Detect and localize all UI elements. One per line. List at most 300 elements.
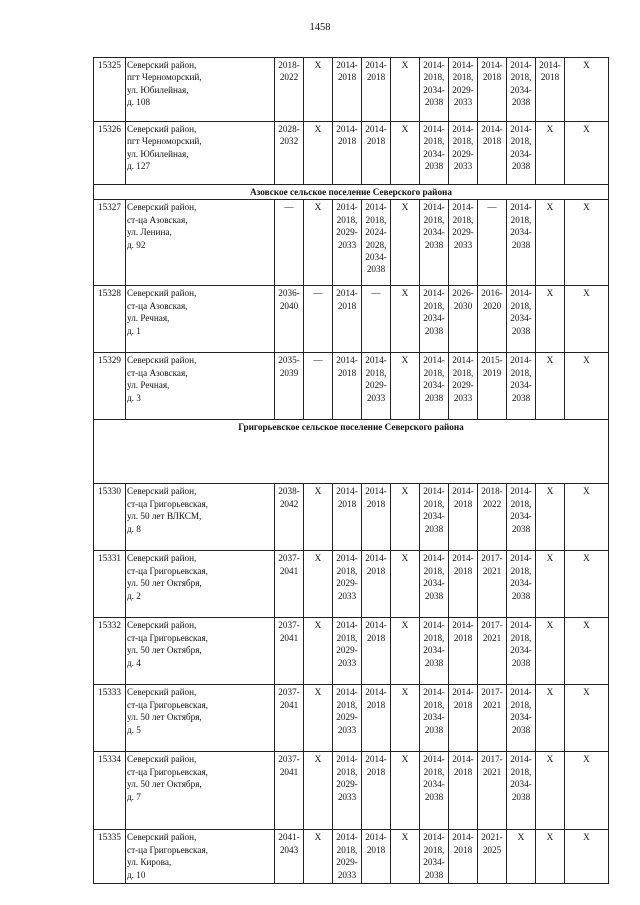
cell-line: 2015- xyxy=(481,355,503,366)
cell-line: 2017- xyxy=(481,553,503,564)
cell-line: X xyxy=(401,687,409,698)
period-cell xyxy=(362,484,391,551)
address-cell xyxy=(126,353,275,420)
period-cell xyxy=(275,685,304,752)
cell-line: X xyxy=(314,486,322,497)
cell-line: 2016- xyxy=(481,288,503,299)
cell-line: д. 92 xyxy=(127,239,146,250)
address-cell xyxy=(126,830,275,884)
cell-line: 2042 xyxy=(279,498,299,509)
cell-line: 2033 xyxy=(337,791,357,802)
cell-line: 2034- xyxy=(510,712,532,723)
cell-line: 2014- xyxy=(452,60,474,70)
period-cell xyxy=(420,122,449,185)
cell-line: 2014- xyxy=(423,553,445,564)
cell-line: 2018 xyxy=(366,844,386,855)
section-title: Азовское сельское поселение Северского района xyxy=(94,185,609,200)
period-cell xyxy=(565,551,609,618)
period-cell xyxy=(391,286,420,353)
cell-line: 2014- xyxy=(423,60,445,70)
cell-line: 2018, xyxy=(510,565,532,576)
cell-line: 2018 xyxy=(482,72,502,83)
cell-line: X xyxy=(546,288,554,299)
row-number: 15327 xyxy=(94,200,126,286)
period-cell xyxy=(507,286,536,353)
section-title: Григорьевское сельское поселение Северского района xyxy=(94,420,609,484)
cell-line: X xyxy=(583,60,590,70)
cell-line: 2014- xyxy=(452,355,474,366)
section-header-row xyxy=(94,420,609,484)
period-cell xyxy=(304,618,333,685)
cell-line: 2014- xyxy=(336,288,358,299)
table-row xyxy=(94,200,609,286)
cell-line: 2033 xyxy=(337,239,357,250)
cell-line: д. 3 xyxy=(127,392,141,403)
cell-line: 2014- xyxy=(510,124,532,134)
table-row xyxy=(94,353,609,420)
cell-line: 2014- xyxy=(365,832,387,843)
cell-line: 2014- xyxy=(336,687,358,698)
cell-line: 2034- xyxy=(365,252,387,263)
table-row xyxy=(94,58,609,122)
cell-line: X xyxy=(583,288,590,299)
cell-line: 2038 xyxy=(511,97,531,108)
cell-line: д. 8 xyxy=(127,523,141,534)
period-cell xyxy=(391,685,420,752)
cell-line: 2018, xyxy=(510,766,532,777)
cell-line: Северский район, xyxy=(127,687,197,698)
cell-line: 2041 xyxy=(279,699,299,710)
cell-line: 2018, xyxy=(423,844,445,855)
cell-line: пгт Черноморский, xyxy=(127,72,202,83)
period-cell xyxy=(275,484,304,551)
period-cell xyxy=(536,122,565,185)
period-cell xyxy=(565,122,609,185)
cell-line: 2014- xyxy=(423,754,445,765)
cell-line: 2033 xyxy=(337,724,357,735)
period-cell xyxy=(275,752,304,830)
period-cell xyxy=(275,551,304,618)
cell-line: 2029- xyxy=(336,712,358,723)
cell-line: 2029- xyxy=(452,148,474,159)
cell-line: X xyxy=(401,355,409,366)
cell-line: 2033 xyxy=(453,161,473,172)
cell-line: 2014- xyxy=(452,832,474,843)
period-cell xyxy=(507,830,536,884)
cell-line: X xyxy=(401,60,409,70)
cell-line: ст-ца Азовская, xyxy=(127,300,188,311)
cell-line: 2029- xyxy=(336,227,358,238)
cell-line: 2036- xyxy=(278,288,300,299)
cell-line: 2014- xyxy=(423,687,445,698)
cell-line: X xyxy=(314,832,322,843)
period-cell xyxy=(507,122,536,185)
cell-line: д. 2 xyxy=(127,590,141,601)
cell-line: 2038 xyxy=(424,590,444,601)
cell-line: X xyxy=(401,288,409,299)
cell-line: X xyxy=(583,486,590,497)
period-cell xyxy=(362,353,391,420)
cell-line: 2029- xyxy=(336,857,358,868)
cell-line: 2014- xyxy=(452,202,474,213)
cell-line: 2014- xyxy=(452,687,474,698)
period-cell xyxy=(362,551,391,618)
cell-line: X xyxy=(546,687,554,698)
cell-line: X xyxy=(314,754,322,765)
cell-line: 2018, xyxy=(336,766,358,777)
cell-line: пгт Черноморский, xyxy=(127,136,202,147)
cell-line: X xyxy=(583,124,590,134)
period-cell xyxy=(536,58,565,122)
period-cell xyxy=(507,484,536,551)
cell-line: — xyxy=(487,202,497,213)
cell-line: ул. Речная, xyxy=(127,313,170,324)
cell-line: 2033 xyxy=(366,392,386,403)
cell-line: 2014- xyxy=(510,355,532,366)
cell-line: 2018, xyxy=(423,214,445,225)
cell-line: X xyxy=(583,553,590,564)
cell-line: 2014- xyxy=(365,486,387,497)
cell-line: 2017- xyxy=(481,620,503,631)
cell-line: 2034- xyxy=(510,380,532,391)
period-cell xyxy=(478,752,507,830)
cell-line: 2037- xyxy=(278,754,300,765)
cell-line: д. 108 xyxy=(127,97,151,108)
cell-line: 2014- xyxy=(452,486,474,497)
cell-line: 2033 xyxy=(337,869,357,880)
cell-line: 2018 xyxy=(366,699,386,710)
cell-line: 2018, xyxy=(510,632,532,643)
cell-line: 2034- xyxy=(510,227,532,238)
cell-line: ст-ца Азовская, xyxy=(127,214,188,225)
period-cell xyxy=(304,830,333,884)
address-cell xyxy=(126,551,275,618)
cell-line: 2014- xyxy=(336,553,358,564)
cell-line: 2018, xyxy=(423,632,445,643)
period-cell xyxy=(304,551,333,618)
cell-line: Северский район, xyxy=(127,202,197,213)
cell-line: 2038 xyxy=(424,161,444,172)
period-cell xyxy=(507,551,536,618)
cell-line: 2039 xyxy=(279,367,299,378)
cell-line: 2041 xyxy=(279,632,299,643)
cell-line: 2014- xyxy=(336,202,358,213)
cell-line: X xyxy=(314,124,322,134)
cell-line: 2018, xyxy=(423,367,445,378)
cell-line: X xyxy=(546,202,554,213)
cell-line: ул. Ленина, xyxy=(127,227,172,238)
cell-line: 2018, xyxy=(365,214,387,225)
cell-line: X xyxy=(517,832,525,843)
cell-line: 2018, xyxy=(510,498,532,509)
cell-line: 2034- xyxy=(510,645,532,656)
period-cell xyxy=(565,200,609,286)
period-cell xyxy=(333,752,362,830)
table-row xyxy=(94,551,609,618)
period-cell xyxy=(565,286,609,353)
cell-line: 2014- xyxy=(452,620,474,631)
cell-line: 2014- xyxy=(336,754,358,765)
cell-line: 2018 xyxy=(337,72,357,83)
period-cell xyxy=(507,200,536,286)
period-cell xyxy=(449,200,478,286)
period-cell xyxy=(333,551,362,618)
cell-line: 2029- xyxy=(365,380,387,391)
cell-line: 2018, xyxy=(510,300,532,311)
period-cell xyxy=(275,286,304,353)
cell-line: 2038 xyxy=(366,264,386,275)
period-cell xyxy=(420,830,449,884)
period-cell xyxy=(333,618,362,685)
cell-line: X xyxy=(401,754,409,765)
cell-line: 2018, xyxy=(336,214,358,225)
cell-line: 2038 xyxy=(424,523,444,534)
cell-line: 2026- xyxy=(452,288,474,299)
cell-line: 2034- xyxy=(423,645,445,656)
cell-line: 2018 xyxy=(337,300,357,311)
cell-line: 2014- xyxy=(452,124,474,134)
cell-line: 2014- xyxy=(481,60,503,70)
cell-line: 2041 xyxy=(279,565,299,576)
row-number: 15333 xyxy=(94,685,126,752)
period-cell xyxy=(304,353,333,420)
cell-line: 2038 xyxy=(511,239,531,250)
period-cell xyxy=(420,484,449,551)
cell-line: X xyxy=(546,355,554,366)
cell-line: ст-ца Григорьевская, xyxy=(127,766,208,777)
cell-line: 2034- xyxy=(423,84,445,95)
address-cell xyxy=(126,618,275,685)
period-cell xyxy=(536,353,565,420)
period-cell xyxy=(304,685,333,752)
cell-line: 2018, xyxy=(423,565,445,576)
cell-line: 2014- xyxy=(510,687,532,698)
address-cell xyxy=(126,200,275,286)
period-cell xyxy=(536,200,565,286)
cell-line: 2021 xyxy=(482,632,502,643)
cell-line: X xyxy=(546,553,554,564)
cell-line: Северский район, xyxy=(127,553,197,564)
cell-line: 2018, xyxy=(510,136,532,147)
period-cell xyxy=(536,685,565,752)
cell-line: ул. Речная, xyxy=(127,380,170,391)
cell-line: 2014- xyxy=(452,754,474,765)
period-cell xyxy=(449,618,478,685)
cell-line: 2038 xyxy=(511,161,531,172)
cell-line: X xyxy=(583,754,590,765)
cell-line: 2018, xyxy=(452,214,474,225)
cell-line: 2034- xyxy=(423,227,445,238)
period-cell xyxy=(275,618,304,685)
cell-line: 2043 xyxy=(279,844,299,855)
period-cell xyxy=(275,353,304,420)
cell-line: ул. 50 лет ВЛКСМ, xyxy=(127,511,202,522)
period-cell xyxy=(391,618,420,685)
page-number: 1458 xyxy=(309,22,331,33)
cell-line: 2029- xyxy=(452,227,474,238)
cell-line: д. 5 xyxy=(127,724,141,735)
table-row xyxy=(94,752,609,830)
cell-line: д. 4 xyxy=(127,657,141,668)
cell-line: 2014- xyxy=(510,553,532,564)
period-cell xyxy=(449,685,478,752)
cell-line: 2018, xyxy=(452,136,474,147)
period-cell xyxy=(478,618,507,685)
cell-line: 2038 xyxy=(511,724,531,735)
cell-line: 2038 xyxy=(424,657,444,668)
cell-line: 2018, xyxy=(423,72,445,83)
cell-line: 2018 xyxy=(366,136,386,147)
cell-line: 2018, xyxy=(510,699,532,710)
cell-line: 2038 xyxy=(511,590,531,601)
period-cell xyxy=(478,200,507,286)
cell-line: ст-ца Григорьевская, xyxy=(127,844,208,855)
cell-line: 2014- xyxy=(452,553,474,564)
cell-line: Северский район, xyxy=(127,60,197,70)
period-cell xyxy=(391,830,420,884)
cell-line: X xyxy=(546,124,554,134)
cell-line: X xyxy=(314,687,322,698)
cell-line: 2018- xyxy=(481,486,503,497)
cell-line: 2014- xyxy=(365,124,387,134)
cell-line: 2038 xyxy=(424,791,444,802)
period-cell xyxy=(420,58,449,122)
housing-repair-table xyxy=(93,57,609,884)
cell-line: 2014- xyxy=(336,620,358,631)
cell-line: ст-ца Григорьевская, xyxy=(127,498,208,509)
cell-line: 2018 xyxy=(337,136,357,147)
period-cell xyxy=(420,685,449,752)
cell-line: 2041 xyxy=(279,766,299,777)
table-row xyxy=(94,484,609,551)
cell-line: Северский район, xyxy=(127,754,197,765)
cell-line: 2034- xyxy=(423,511,445,522)
cell-line: 2037- xyxy=(278,620,300,631)
cell-line: 2014- xyxy=(336,124,358,134)
period-cell xyxy=(536,618,565,685)
cell-line: Северский район, xyxy=(127,124,197,134)
period-cell xyxy=(420,353,449,420)
period-cell xyxy=(391,200,420,286)
period-cell xyxy=(449,752,478,830)
cell-line: 2038 xyxy=(424,392,444,403)
address-cell xyxy=(126,122,275,185)
cell-line: 2033 xyxy=(337,657,357,668)
cell-line: 2038 xyxy=(511,325,531,336)
period-cell xyxy=(478,353,507,420)
cell-line: 2037- xyxy=(278,553,300,564)
cell-line: Северский район, xyxy=(127,620,197,631)
period-cell xyxy=(449,286,478,353)
cell-line: 2028- xyxy=(278,124,300,134)
period-cell xyxy=(449,484,478,551)
cell-line: X xyxy=(401,202,409,213)
cell-line: 2018, xyxy=(510,72,532,83)
section-header-row xyxy=(94,185,609,200)
cell-line: X xyxy=(583,620,590,631)
cell-line: X xyxy=(401,486,409,497)
period-cell xyxy=(478,685,507,752)
cell-line: X xyxy=(583,832,590,843)
cell-line: X xyxy=(583,687,590,698)
cell-line: 2018 xyxy=(453,699,473,710)
row-number: 15332 xyxy=(94,618,126,685)
period-cell xyxy=(565,752,609,830)
cell-line: 2022 xyxy=(482,498,502,509)
cell-line: 2034- xyxy=(510,84,532,95)
cell-line: 2014- xyxy=(336,486,358,497)
period-cell xyxy=(536,752,565,830)
cell-line: 2014- xyxy=(365,553,387,564)
cell-line: X xyxy=(401,832,409,843)
cell-line: 2029- xyxy=(452,380,474,391)
period-cell xyxy=(362,200,391,286)
period-cell xyxy=(507,58,536,122)
cell-line: 2038 xyxy=(424,869,444,880)
address-cell xyxy=(126,752,275,830)
cell-line: 2014- xyxy=(510,620,532,631)
cell-line: X xyxy=(401,553,409,564)
cell-line: 2034- xyxy=(510,578,532,589)
cell-line: 2018, xyxy=(336,632,358,643)
period-cell xyxy=(333,286,362,353)
cell-line: 2018 xyxy=(337,367,357,378)
period-cell xyxy=(565,484,609,551)
cell-line: 2038 xyxy=(424,239,444,250)
cell-line: 2014- xyxy=(336,60,358,70)
period-cell xyxy=(304,752,333,830)
cell-line: 2024- xyxy=(365,227,387,238)
cell-line: 2018, xyxy=(510,367,532,378)
cell-line: 2014- xyxy=(510,754,532,765)
cell-line: 2035- xyxy=(278,355,300,366)
cell-line: 2018 xyxy=(453,766,473,777)
period-cell xyxy=(449,551,478,618)
cell-line: 2034- xyxy=(423,578,445,589)
cell-line: Северский район, xyxy=(127,355,197,366)
cell-line: 2034- xyxy=(423,313,445,324)
cell-line: 2014- xyxy=(510,202,532,213)
cell-line: — xyxy=(313,288,323,299)
cell-line: 2014- xyxy=(365,620,387,631)
period-cell xyxy=(304,58,333,122)
cell-line: 2038 xyxy=(511,791,531,802)
cell-line: 2034- xyxy=(423,712,445,723)
cell-line: 2018, xyxy=(452,367,474,378)
period-cell xyxy=(449,353,478,420)
cell-line: 2020 xyxy=(482,300,502,311)
cell-line: 2018 xyxy=(366,766,386,777)
period-cell xyxy=(304,122,333,185)
table-row xyxy=(94,122,609,185)
cell-line: 2014- xyxy=(481,124,503,134)
cell-line: 2021 xyxy=(482,766,502,777)
cell-line: 2018, xyxy=(365,367,387,378)
cell-line: X xyxy=(401,124,409,134)
period-cell xyxy=(304,484,333,551)
period-cell xyxy=(333,484,362,551)
cell-line: 2019 xyxy=(482,367,502,378)
cell-line: 2018, xyxy=(336,565,358,576)
cell-line: 2017- xyxy=(481,754,503,765)
cell-line: 2034- xyxy=(423,779,445,790)
cell-line: 2018 xyxy=(337,498,357,509)
cell-line: 2029- xyxy=(452,84,474,95)
period-cell xyxy=(507,353,536,420)
cell-line: 2018, xyxy=(452,72,474,83)
period-cell xyxy=(478,484,507,551)
cell-line: 2018, xyxy=(423,136,445,147)
